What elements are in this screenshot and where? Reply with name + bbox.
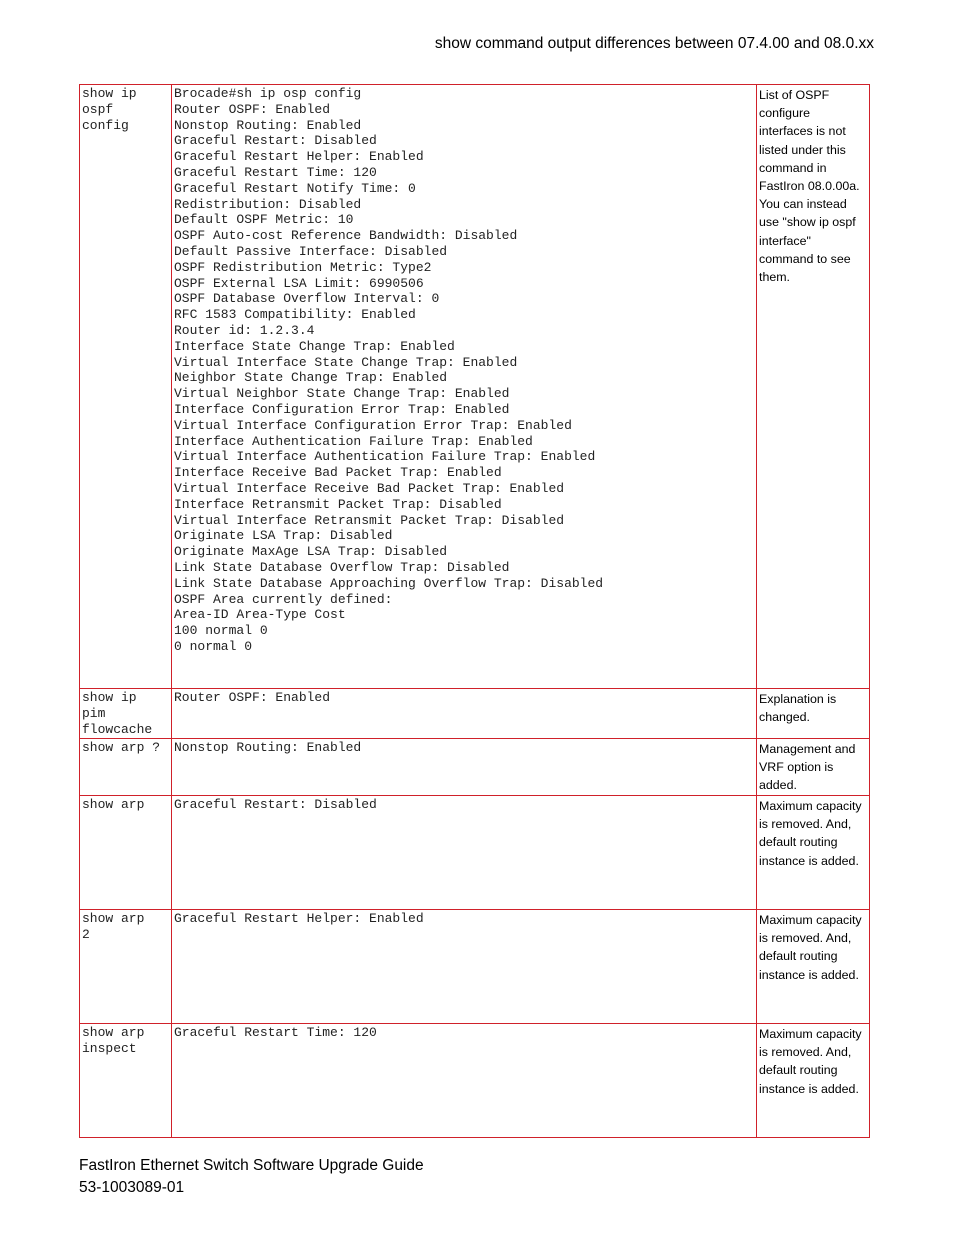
note-cell bbox=[757, 689, 870, 739]
output-line: Graceful Restart: Disabled bbox=[174, 133, 377, 149]
output-cell bbox=[172, 910, 757, 1024]
output-line: Virtual Neighbor State Change Trap: Enabled bbox=[174, 386, 510, 402]
output-line: OSPF Database Overflow Interval: 0 bbox=[174, 291, 440, 307]
command-output bbox=[172, 796, 756, 813]
output-line: OSPF External LSA Limit: 6990506 bbox=[174, 275, 424, 291]
output-line: Graceful Restart Time: 120 bbox=[174, 1025, 377, 1040]
command-text: show ip pim flowcache bbox=[82, 690, 153, 737]
note-cell bbox=[757, 910, 870, 1024]
command-output bbox=[172, 85, 756, 655]
output-line: Interface Authentication Failure Trap: Enabled bbox=[174, 433, 533, 449]
output-cell bbox=[172, 85, 757, 689]
output-line: Interface Receive Bad Packet Trap: Enabled bbox=[174, 465, 502, 481]
command-cell bbox=[80, 85, 172, 689]
output-line: Default Passive Interface: Disabled bbox=[174, 243, 448, 259]
output-line: Router OSPF: Enabled bbox=[174, 690, 331, 705]
output-line: Originate MaxAge LSA Trap: Disabled bbox=[174, 544, 448, 560]
output-line: Graceful Restart Helper: Enabled bbox=[174, 911, 424, 926]
table-row bbox=[80, 689, 870, 739]
output-line: Interface State Change Trap: Enabled bbox=[174, 338, 455, 354]
output-line: Virtual Interface Retransmit Packet Trap: Disabled bbox=[174, 512, 565, 528]
command-cell bbox=[80, 910, 172, 1024]
output-line: Area-ID Area-Type Cost bbox=[174, 607, 346, 623]
command-text: show arp 2 bbox=[82, 911, 145, 942]
output-cell bbox=[172, 739, 757, 796]
command-text: show arp inspect bbox=[82, 1025, 145, 1056]
output-line: Neighbor State Change Trap: Enabled bbox=[174, 370, 448, 386]
output-line: Virtual Interface Receive Bad Packet Trap: Enabled bbox=[174, 480, 565, 496]
page-footer bbox=[79, 1155, 424, 1199]
output-line: Router id: 1.2.3.4 bbox=[174, 322, 315, 338]
change-note: Management and VRF option is added. bbox=[759, 742, 856, 793]
output-line: RFC 1583 Compatibility: Enabled bbox=[174, 307, 416, 323]
command-output bbox=[172, 1024, 756, 1041]
output-line: Interface Retransmit Packet Trap: Disabled bbox=[174, 496, 502, 512]
table-row bbox=[80, 739, 870, 796]
output-line: Router OSPF: Enabled bbox=[174, 101, 331, 117]
command-output bbox=[172, 739, 756, 756]
note-cell bbox=[757, 796, 870, 910]
output-line: Link State Database Overflow Trap: Disabled bbox=[174, 559, 510, 575]
output-line: OSPF Redistribution Metric: Type2 bbox=[174, 259, 432, 275]
output-line: Interface Configuration Error Trap: Enabled bbox=[174, 401, 510, 417]
change-note: Maximum capacity is removed. And, default routing instance is added. bbox=[759, 799, 862, 868]
output-line: Nonstop Routing: Enabled bbox=[174, 740, 362, 755]
command-output bbox=[172, 689, 756, 706]
output-line: 0 normal 0 bbox=[174, 638, 253, 654]
output-line: Redistribution: Disabled bbox=[174, 196, 362, 212]
table-row bbox=[80, 1024, 870, 1138]
command-output bbox=[172, 910, 756, 927]
output-line: OSPF Auto-cost Reference Bandwidth: Disabled bbox=[174, 228, 518, 244]
output-line: 100 normal 0 bbox=[174, 623, 268, 639]
output-line: Graceful Restart Notify Time: 0 bbox=[174, 180, 416, 196]
output-line: Graceful Restart Time: 120 bbox=[174, 164, 377, 180]
command-cell bbox=[80, 796, 172, 910]
command-cell bbox=[80, 1024, 172, 1138]
output-line: Originate LSA Trap: Disabled bbox=[174, 528, 393, 544]
note-cell bbox=[757, 85, 870, 689]
output-line: Nonstop Routing: Enabled bbox=[174, 117, 362, 133]
differences-table bbox=[79, 84, 870, 1138]
footer-guide-title: FastIron Ethernet Switch Software Upgrade Guide bbox=[79, 1157, 424, 1174]
output-cell bbox=[172, 1024, 757, 1138]
page-header-title: show command output differences between 07.4.00 and 08.0.xx bbox=[434, 35, 874, 52]
change-note: Explanation is changed. bbox=[759, 692, 837, 725]
output-line: Graceful Restart: Disabled bbox=[174, 797, 377, 812]
command-text: show arp ? bbox=[82, 740, 161, 755]
command-cell bbox=[80, 689, 172, 739]
output-line: OSPF Area currently defined: bbox=[174, 591, 393, 607]
output-cell bbox=[172, 689, 757, 739]
output-line: Virtual Interface Configuration Error Trap: Enabled bbox=[174, 417, 572, 433]
output-line: Graceful Restart Helper: Enabled bbox=[174, 149, 424, 165]
output-cell bbox=[172, 796, 757, 910]
change-note: List of OSPF configure interfaces is not listed under this command in FastIron 08.0.00a. You can instead use "show ip ospf interface" command to see them. bbox=[759, 88, 860, 285]
change-note: Maximum capacity is removed. And, default routing instance is added. bbox=[759, 913, 862, 982]
footer-doc-number: 53-1003089-01 bbox=[79, 1179, 185, 1196]
output-line: Default OSPF Metric: 10 bbox=[174, 212, 354, 228]
command-text: show ip ospf config bbox=[82, 86, 137, 133]
note-cell bbox=[757, 739, 870, 796]
command-cell bbox=[80, 739, 172, 796]
output-line: Brocade#sh ip osp config bbox=[174, 86, 362, 101]
output-line: Virtual Interface Authentication Failure Trap: Enabled bbox=[174, 449, 596, 465]
output-line: Virtual Interface State Change Trap: Enabled bbox=[174, 354, 518, 370]
output-line: Link State Database Approaching Overflow Trap: Disabled bbox=[174, 575, 604, 591]
differences-table-body bbox=[80, 85, 870, 1138]
table-row bbox=[80, 910, 870, 1024]
change-note: Maximum capacity is removed. And, default routing instance is added. bbox=[759, 1027, 862, 1096]
table-row bbox=[80, 85, 870, 689]
command-text: show arp bbox=[82, 797, 145, 812]
note-cell bbox=[757, 1024, 870, 1138]
table-row bbox=[80, 796, 870, 910]
